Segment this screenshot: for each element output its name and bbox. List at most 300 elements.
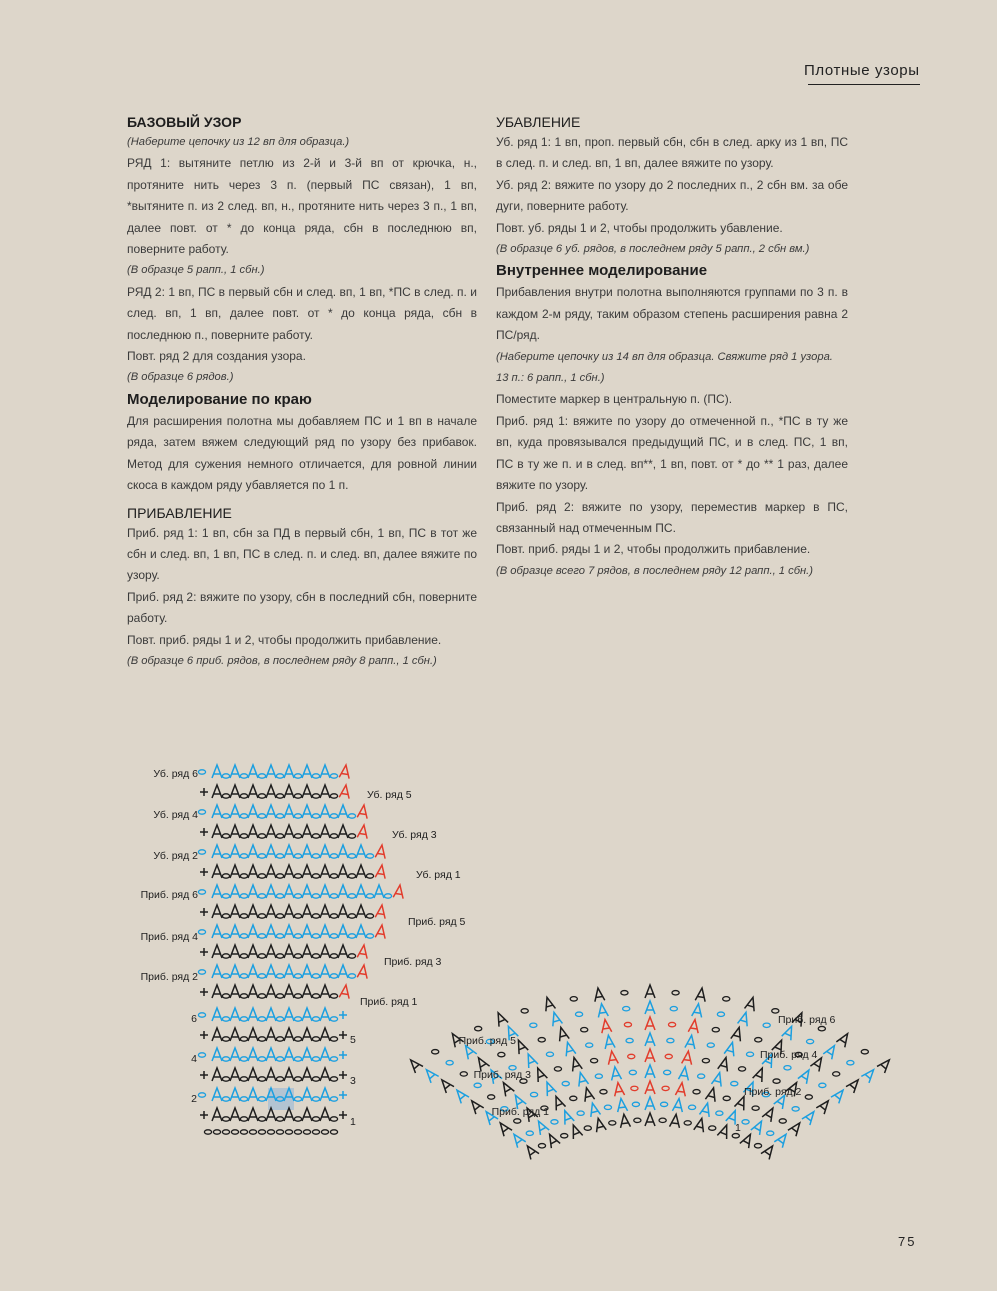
cluster-stitch-symbol — [549, 1011, 562, 1026]
chain-stitch-symbol — [222, 1017, 229, 1021]
cluster-stitch-symbol — [774, 1131, 790, 1147]
cluster-stitch-symbol — [731, 1026, 744, 1041]
cluster-stitch-symbol — [645, 1033, 655, 1046]
chain-stitch-symbol — [629, 1070, 636, 1074]
chain-stitch-symbol — [330, 974, 337, 978]
cluster-stitch-symbol — [284, 965, 294, 978]
cluster-stitch-symbol — [645, 985, 655, 998]
cluster-stitch-symbol — [670, 1114, 682, 1128]
chain-stitch-symbol — [754, 1144, 761, 1148]
cluster-stitch-symbol — [494, 1011, 509, 1027]
chain-stitch-symbol — [204, 1130, 211, 1134]
cluster-stitch-symbol — [266, 865, 276, 878]
cluster-stitch-symbol — [745, 996, 758, 1011]
chain-stitch-symbol — [330, 914, 337, 918]
chain-stitch-symbol — [258, 794, 265, 798]
label-r-inc-row-6: Приб. ряд 6 — [778, 1014, 836, 1026]
cluster-stitch-symbol — [212, 1048, 222, 1061]
chain-stitch-symbol — [276, 914, 283, 918]
cluster-stitch-symbol — [266, 1028, 276, 1041]
chain-stitch-symbol — [258, 874, 265, 878]
label-inc-row-6: Приб. ряд 6 — [140, 889, 198, 901]
page-number: 75 — [898, 1234, 917, 1249]
cluster-stitch-symbol — [831, 1087, 847, 1103]
chain-stitch-symbol — [474, 1083, 481, 1087]
cluster-stitch-symbol — [645, 1001, 655, 1014]
cluster-stitch-symbol — [302, 965, 312, 978]
chain-stitch-symbol — [240, 1017, 247, 1021]
cluster-stitch-symbol — [248, 805, 258, 818]
chain-stitch-symbol — [752, 1106, 759, 1110]
chain-stitch-symbol — [792, 1107, 799, 1111]
chain-stitch-symbol — [276, 1077, 283, 1081]
chain-stitch-symbol — [258, 1017, 265, 1021]
cluster-stitch-symbol — [302, 1028, 312, 1041]
chain-stitch-symbol — [366, 874, 373, 878]
internal-marker: Поместите маркер в центральную п. (ПС). — [496, 392, 733, 407]
chain-stitch-symbol — [772, 1009, 779, 1013]
cluster-stitch-symbol — [356, 925, 366, 938]
chain-stitch-symbol — [330, 1077, 337, 1081]
chain-stitch-symbol — [475, 1026, 482, 1030]
cluster-stitch-symbol — [302, 1008, 312, 1021]
cluster-stitch-symbol — [302, 825, 312, 838]
chain-stitch-symbol — [213, 1130, 220, 1134]
cluster-stitch-symbol — [248, 1028, 258, 1041]
chain-stitch-symbol — [294, 1097, 301, 1101]
chain-stitch-symbol — [312, 834, 319, 838]
label-inc-row-3: Приб. ряд 3 — [384, 956, 442, 968]
cluster-stitch-symbol — [645, 1097, 655, 1110]
cluster-stitch-symbol — [597, 1003, 609, 1017]
chain-stitch-symbol — [861, 1050, 868, 1054]
cluster-stitch-symbol — [705, 1087, 718, 1102]
chain-stitch-symbol — [276, 954, 283, 958]
chain-stitch-symbol — [384, 894, 391, 898]
cluster-stitch-symbol — [374, 885, 384, 898]
chain-stitch-symbol — [276, 1130, 283, 1134]
chain-stitch-symbol — [258, 1130, 265, 1134]
chain-stitch-symbol — [833, 1072, 840, 1076]
cluster-stitch-symbol — [320, 1048, 330, 1061]
label-inc-row-1: Приб. ряд 1 — [360, 996, 418, 1008]
chain-stitch-symbol — [276, 934, 283, 938]
cluster-stitch-symbol — [753, 1066, 767, 1082]
chain-stitch-symbol — [707, 1043, 714, 1047]
chain-stitch-symbol — [521, 1009, 528, 1013]
chain-stitch-symbol — [222, 794, 229, 798]
chain-stitch-symbol — [624, 1022, 631, 1026]
cluster-stitch-symbol — [510, 1131, 526, 1147]
cluster-stitch-symbol — [798, 1068, 813, 1084]
chain-stitch-symbol — [240, 794, 247, 798]
cluster-stitch-symbol — [575, 1071, 588, 1086]
chain-stitch-symbol — [294, 1017, 301, 1021]
cluster-stitch-symbol — [645, 1081, 655, 1094]
chain-stitch-symbol — [609, 1121, 616, 1125]
chart-left-row — [198, 804, 369, 818]
cluster-stitch-symbol — [645, 1049, 655, 1062]
cluster-stitch-symbol — [682, 1050, 694, 1064]
cluster-stitch-symbol — [230, 905, 240, 918]
chain-stitch-symbol — [366, 854, 373, 858]
cluster-stitch-symbol — [266, 845, 276, 858]
cluster-stitch-symbol — [284, 885, 294, 898]
cluster-stitch-symbol — [248, 1088, 258, 1101]
decrease-repeat: Повт. уб. ряды 1 и 2, чтобы продолжить убавление. — [496, 220, 783, 235]
chain-stitch-symbol — [258, 854, 265, 858]
chain-stitch-symbol — [276, 774, 283, 778]
chain-stitch-symbol — [222, 934, 229, 938]
chain-stitch-symbol — [330, 834, 337, 838]
chain-stitch-symbol — [662, 1086, 669, 1090]
single-crochet-symbol — [200, 908, 208, 916]
single-crochet-symbol — [200, 988, 208, 996]
chain-stitch-symbol — [276, 874, 283, 878]
cluster-stitch-symbol — [230, 925, 240, 938]
cluster-stitch-symbol — [645, 1065, 655, 1078]
internal-repeat: Повт. приб. ряды 1 и 2, чтобы продолжить прибавление. — [496, 542, 811, 557]
chart-left-row — [200, 944, 369, 958]
cluster-stitch-symbol — [823, 1043, 838, 1059]
chart-edge-shaping — [198, 764, 405, 1134]
label-row-4: 4 — [191, 1053, 197, 1065]
chain-stitch-symbol — [240, 894, 247, 898]
cluster-stitch-symbol — [357, 964, 369, 978]
chart-left-row — [198, 1048, 347, 1061]
cluster-stitch-symbol — [320, 905, 330, 918]
chain-stitch-symbol — [285, 1130, 292, 1134]
cluster-stitch-symbol — [230, 1008, 240, 1021]
chain-stitch-symbol — [755, 1038, 762, 1042]
chain-stitch-symbol — [348, 954, 355, 958]
cluster-stitch-symbol — [284, 1048, 294, 1061]
cluster-stitch-symbol — [302, 905, 312, 918]
cluster-stitch-symbol — [320, 965, 330, 978]
chain-stitch-symbol — [672, 991, 679, 995]
cluster-stitch-symbol — [266, 805, 276, 818]
single-crochet-symbol — [200, 1111, 208, 1119]
chain-stitch-symbol — [258, 1117, 265, 1121]
chain-stitch-symbol — [330, 774, 337, 778]
cluster-stitch-symbol — [248, 825, 258, 838]
single-crochet-symbol — [200, 1071, 208, 1079]
cluster-stitch-symbol — [338, 825, 348, 838]
cluster-stitch-symbol — [320, 1108, 330, 1121]
cluster-stitch-symbol — [645, 1017, 655, 1030]
cluster-stitch-symbol — [357, 824, 369, 838]
chain-stitch-symbol — [198, 930, 205, 934]
chain-stitch-symbol — [294, 914, 301, 918]
chain-stitch-symbol — [249, 1130, 256, 1134]
chain-stitch-symbol — [632, 1102, 639, 1106]
label-r-inc-row-4: Приб. ряд 4 — [760, 1049, 818, 1061]
chain-stitch-symbol — [240, 874, 247, 878]
label-r-inc-row-2: Приб. ряд 2 — [744, 1086, 802, 1098]
chain-stitch-symbol — [330, 794, 337, 798]
cluster-stitch-symbol — [816, 1098, 832, 1114]
increase-repeat: Повт. приб. ряды 1 и 2, чтобы продолжить прибавление. — [127, 632, 442, 647]
chain-stitch-symbol — [258, 934, 265, 938]
chain-stitch-symbol — [222, 1077, 229, 1081]
label-r-inc-row-5: Приб. ряд 5 — [458, 1035, 516, 1047]
chain-stitch-symbol — [731, 1081, 738, 1085]
chain-stitch-symbol — [732, 1134, 739, 1138]
label-inc-row-4: Приб. ряд 4 — [140, 931, 198, 943]
cluster-stitch-symbol — [339, 984, 351, 998]
chain-stitch-symbol — [240, 1097, 247, 1101]
cluster-stitch-symbol — [320, 1068, 330, 1081]
chain-stitch-symbol — [664, 1070, 671, 1074]
cluster-stitch-symbol — [375, 924, 387, 938]
chain-stitch-symbol — [240, 1037, 247, 1041]
cluster-stitch-symbol — [248, 845, 258, 858]
chain-stitch-symbol — [198, 1013, 205, 1017]
chain-stitch-symbol — [773, 1079, 780, 1083]
chain-stitch-symbol — [240, 1130, 247, 1134]
cluster-stitch-symbol — [711, 1071, 724, 1086]
chain-stitch-symbol — [276, 814, 283, 818]
cluster-stitch-symbol — [284, 785, 294, 798]
cluster-stitch-symbol — [302, 785, 312, 798]
cluster-stitch-symbol — [230, 765, 240, 778]
cluster-stitch-symbol — [212, 925, 222, 938]
cluster-stitch-symbol — [320, 785, 330, 798]
decrease-note: (В образце 6 уб. рядов, в последнем ряду 5 рапп., 2 сбн вм.) — [496, 243, 810, 256]
chain-stitch-symbol — [621, 991, 628, 995]
chart-right-row — [407, 985, 893, 1073]
chart-left-row — [198, 764, 351, 778]
label-row-2: 2 — [191, 1093, 197, 1105]
cluster-stitch-symbol — [423, 1066, 439, 1082]
cluster-stitch-symbol — [212, 825, 222, 838]
cluster-stitch-symbol — [678, 1066, 690, 1080]
single-crochet-symbol — [339, 1091, 347, 1099]
cluster-stitch-symbol — [619, 1114, 631, 1128]
note-basic-start: (Наберите цепочку из 12 вп для образца.) — [127, 136, 350, 148]
cluster-stitch-symbol — [320, 805, 330, 818]
chain-stitch-symbol — [712, 1028, 719, 1032]
internal-shaping-text: Прибавления внутри полотна выполняются группами по 3 п. в каждом 2-м ряду, таким образом степень расширения равна 2 ПС/ряд. — [496, 285, 848, 343]
cluster-stitch-symbol — [338, 905, 348, 918]
chain-stitch-symbol — [805, 1095, 812, 1099]
single-crochet-symbol — [200, 868, 208, 876]
chain-stitch-symbol — [258, 1037, 265, 1041]
cluster-stitch-symbol — [284, 845, 294, 858]
chain-stitch-symbol — [240, 774, 247, 778]
cluster-stitch-symbol — [356, 885, 366, 898]
cluster-stitch-symbol — [248, 1068, 258, 1081]
chain-stitch-symbol — [294, 934, 301, 938]
chain-stitch-symbol — [198, 890, 205, 894]
chain-stitch-symbol — [294, 774, 301, 778]
chain-stitch-symbol — [847, 1061, 854, 1065]
cluster-stitch-symbol — [523, 1143, 539, 1159]
cluster-stitch-symbol — [302, 1068, 312, 1081]
cluster-stitch-symbol — [284, 905, 294, 918]
chain-stitch-symbol — [348, 814, 355, 818]
cluster-stitch-symbol — [230, 1088, 240, 1101]
chain-stitch-symbol — [330, 934, 337, 938]
cluster-stitch-symbol — [212, 1028, 222, 1041]
chain-stitch-symbol — [330, 854, 337, 858]
chart-left-row — [200, 1068, 347, 1081]
cluster-stitch-symbol — [248, 965, 258, 978]
cluster-stitch-symbol — [266, 1048, 276, 1061]
cluster-stitch-symbol — [738, 1011, 751, 1026]
chain-stitch-symbol — [198, 810, 205, 814]
cluster-stitch-symbol — [302, 1088, 312, 1101]
chain-stitch-symbol — [312, 934, 319, 938]
cluster-stitch-symbol — [438, 1077, 454, 1093]
cluster-stitch-symbol — [761, 1143, 777, 1159]
label-dec-row-3: Уб. ряд 3 — [392, 829, 437, 841]
cluster-stitch-symbol — [212, 1008, 222, 1021]
cluster-stitch-symbol — [356, 865, 366, 878]
single-crochet-symbol — [200, 1031, 208, 1039]
decrease-row2: Уб. ряд 2: вяжите по узору до 2 последних п., 2 сбн вм. за обе дуги, поверните работу. — [496, 177, 848, 214]
cluster-stitch-symbol — [563, 1041, 576, 1056]
cluster-stitch-symbol — [496, 1120, 512, 1136]
chain-stitch-symbol — [595, 1074, 602, 1078]
chain-stitch-symbol — [222, 854, 229, 858]
label-row-3: 3 — [350, 1075, 356, 1087]
chain-stitch-symbol — [312, 794, 319, 798]
cluster-stitch-symbol — [248, 865, 258, 878]
chain-stitch-symbol — [312, 954, 319, 958]
cluster-stitch-symbol — [212, 1088, 222, 1101]
chain-stitch-symbol — [312, 1130, 319, 1134]
cluster-stitch-symbol — [302, 1048, 312, 1061]
chart-left-labels — [141, 768, 466, 1128]
internal-row2: Приб. ряд 2: вяжите по узору, переместив маркер в ПС, связанный над отмеченным ПС. — [496, 499, 848, 535]
cluster-stitch-symbol — [861, 1066, 877, 1082]
chain-stitch-symbol — [738, 1067, 745, 1071]
chain-stitch-symbol — [222, 774, 229, 778]
chart-left-row — [200, 824, 369, 838]
chain-stitch-symbol — [294, 794, 301, 798]
cluster-stitch-symbol — [356, 905, 366, 918]
chain-stitch-symbol — [330, 994, 337, 998]
heading-internal-shaping: Внутреннее моделирование — [496, 262, 708, 280]
chain-stitch-symbol — [348, 894, 355, 898]
chain-stitch-symbol — [198, 1093, 205, 1097]
chain-stitch-symbol — [294, 974, 301, 978]
chain-stitch-symbol — [222, 834, 229, 838]
cluster-stitch-symbol — [284, 825, 294, 838]
cluster-stitch-symbol — [320, 865, 330, 878]
cluster-stitch-symbol — [212, 1108, 222, 1121]
chain-stitch-symbol — [240, 1117, 247, 1121]
chain-stitch-symbol — [586, 1043, 593, 1047]
cluster-stitch-symbol — [551, 1095, 565, 1111]
cluster-stitch-symbol — [212, 865, 222, 878]
cluster-stitch-symbol — [610, 1066, 622, 1080]
chain-stitch-symbol — [600, 1090, 607, 1094]
chain-stitch-symbol — [709, 1126, 716, 1130]
chain-stitch-symbol — [660, 1102, 667, 1106]
cluster-stitch-symbol — [692, 1003, 704, 1017]
cluster-stitch-symbol — [302, 765, 312, 778]
cluster-stitch-symbol — [230, 825, 240, 838]
cluster-stitch-symbol — [320, 845, 330, 858]
chain-stitch-symbol — [538, 1144, 545, 1148]
cluster-stitch-symbol — [302, 845, 312, 858]
chart-left-row — [198, 924, 387, 938]
chain-stitch-symbol — [312, 894, 319, 898]
chain-stitch-symbol — [366, 934, 373, 938]
chain-stitch-symbol — [330, 1097, 337, 1101]
cluster-stitch-symbol — [836, 1031, 851, 1047]
label-inc-row-2: Приб. ряд 2 — [140, 971, 198, 983]
chain-stitch-symbol — [222, 1057, 229, 1061]
chain-stitch-symbol — [806, 1039, 813, 1043]
cluster-stitch-symbol — [339, 784, 351, 798]
cluster-stitch-symbol — [603, 1035, 615, 1049]
cluster-stitch-symbol — [320, 985, 330, 998]
cluster-stitch-symbol — [534, 1119, 549, 1135]
cluster-stitch-symbol — [393, 884, 405, 898]
label-r-inc-row-1: Приб. ряд 1 — [491, 1106, 549, 1118]
cluster-stitch-symbol — [266, 1008, 276, 1021]
chain-stitch-symbol — [348, 854, 355, 858]
chain-stitch-symbol — [665, 1054, 672, 1058]
chain-stitch-symbol — [530, 1023, 537, 1027]
cluster-stitch-symbol — [375, 844, 387, 858]
chain-stitch-symbol — [276, 854, 283, 858]
cluster-stitch-symbol — [560, 1109, 574, 1125]
heading-edge-shaping: Моделирование по краю — [127, 390, 312, 408]
chain-stitch-symbol — [222, 894, 229, 898]
chain-stitch-symbol — [330, 874, 337, 878]
chain-stitch-symbol — [348, 914, 355, 918]
chain-stitch-symbol — [366, 914, 373, 918]
chain-stitch-symbol — [538, 1038, 545, 1042]
chain-stitch-symbol — [312, 854, 319, 858]
cluster-stitch-symbol — [320, 925, 330, 938]
chain-stitch-symbol — [276, 974, 283, 978]
chain-stitch-symbol — [294, 894, 301, 898]
chart-left-row — [198, 1008, 347, 1021]
chain-stitch-symbol — [258, 814, 265, 818]
cluster-stitch-symbol — [266, 1068, 276, 1081]
label-row-5: 5 — [350, 1034, 356, 1046]
increase-note: (В образце 6 приб. рядов, в последнем ряду 8 рапп., 1 сбн.) — [127, 654, 437, 667]
cluster-stitch-symbol — [302, 945, 312, 958]
edge-shaping-text: Для расширения полотна мы добавляем ПС и 1 вп в начале ряда, затем вяжем следующий ряд по узору без прибавок. Метод для сужения немного отличается, для ровной линии скоса в каждом ряду убавляется по 1 п. — [127, 413, 477, 493]
chain-stitch-symbol — [432, 1050, 439, 1054]
cluster-stitch-symbol — [230, 965, 240, 978]
chain-stitch-symbol — [330, 1017, 337, 1021]
chart-left-row — [200, 984, 351, 998]
chain-stitch-symbol — [240, 1077, 247, 1081]
cluster-stitch-symbol — [266, 965, 276, 978]
cluster-stitch-symbol — [248, 985, 258, 998]
cluster-stitch-symbol — [212, 845, 222, 858]
cluster-stitch-symbol — [230, 885, 240, 898]
chain-stitch-symbol — [276, 1057, 283, 1061]
chain-stitch-symbol — [330, 1057, 337, 1061]
chain-stitch-symbol — [258, 954, 265, 958]
cluster-stitch-symbol — [699, 1102, 712, 1117]
cluster-stitch-symbol — [248, 765, 258, 778]
cluster-stitch-symbol — [284, 985, 294, 998]
chain-stitch-symbol — [198, 850, 205, 854]
chain-stitch-symbol — [584, 1126, 591, 1130]
chain-stitch-symbol — [258, 1097, 265, 1101]
single-crochet-symbol — [339, 1111, 347, 1119]
cluster-stitch-symbol — [672, 1098, 684, 1112]
